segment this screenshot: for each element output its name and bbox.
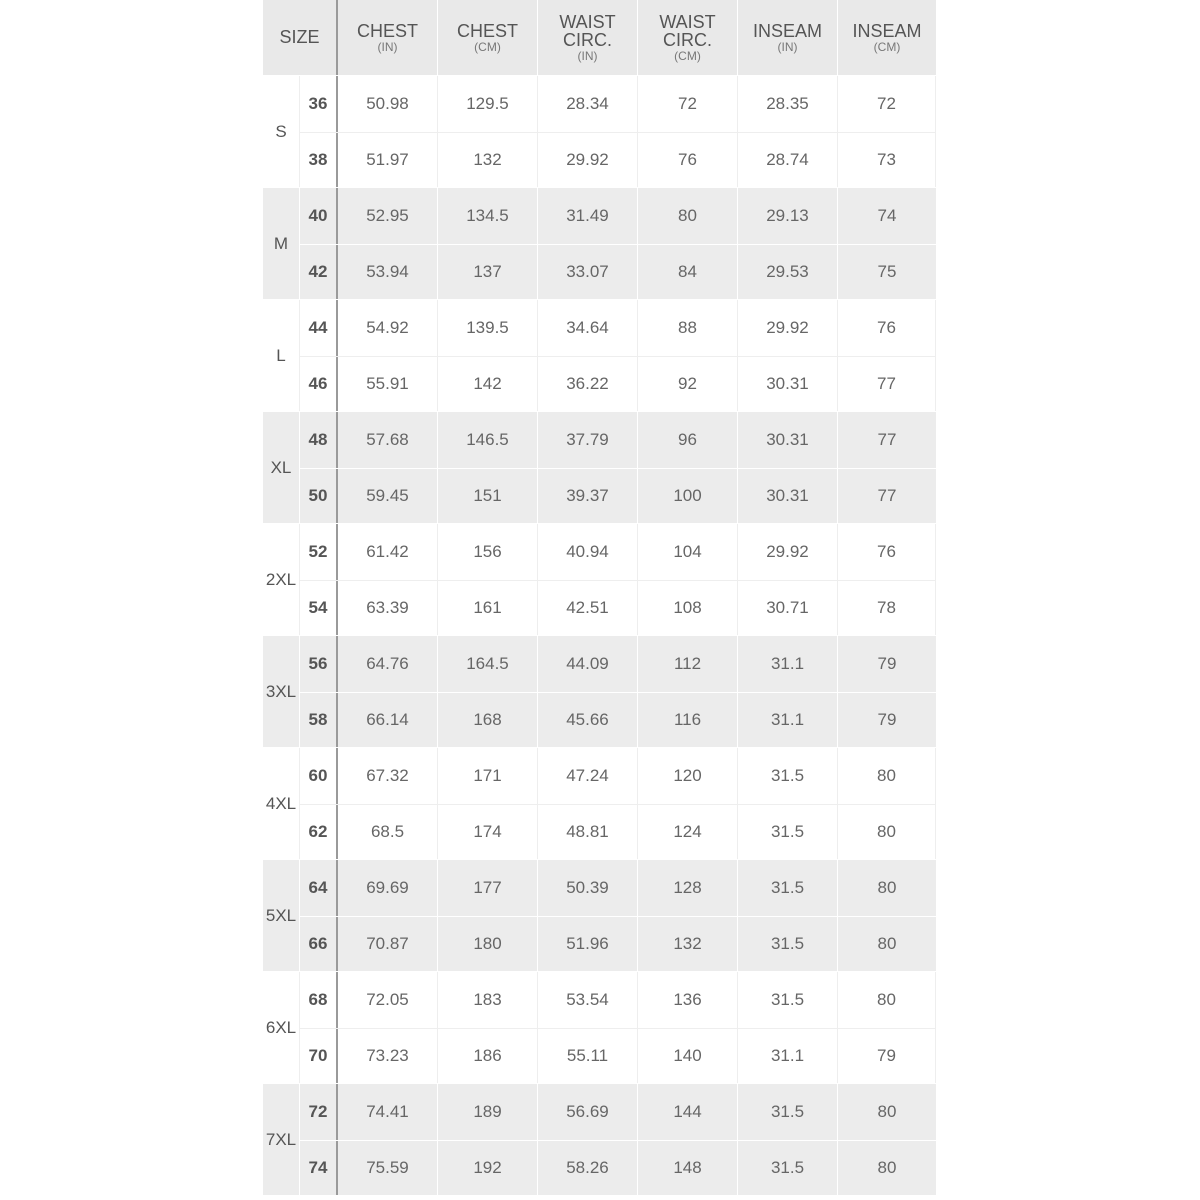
table-cell: 56.69 (538, 1084, 638, 1140)
table-cell: 29.13 (738, 188, 838, 244)
table-row (300, 1028, 936, 1084)
header-title: INSEAM (852, 20, 922, 41)
table-body (263, 76, 936, 1196)
table-row (300, 356, 936, 412)
size-number: 40 (300, 188, 338, 244)
table-row (300, 300, 936, 356)
table-cell: 132 (638, 917, 738, 972)
table-cell: 50.39 (538, 860, 638, 916)
table-cell: 80 (838, 972, 936, 1028)
table-cell: 31.5 (738, 748, 838, 804)
table-cell: 92 (638, 357, 738, 412)
table-cell: 29.92 (738, 300, 838, 356)
table-cell: 76 (838, 524, 936, 580)
table-row (300, 916, 936, 972)
header-unit: (IN) (777, 39, 798, 54)
table-cell: 140 (638, 1029, 738, 1084)
table-cell: 31.5 (738, 805, 838, 860)
table-cell: 29.92 (738, 524, 838, 580)
table-cell: 29.92 (538, 133, 638, 188)
table-cell: 164.5 (438, 636, 538, 692)
table-cell: 171 (438, 748, 538, 804)
table-row (300, 244, 936, 300)
size-group (263, 972, 936, 1084)
size-group-rows (300, 1084, 936, 1195)
table-cell: 30.71 (738, 581, 838, 636)
size-number: 74 (300, 1141, 338, 1196)
size-number: 38 (300, 133, 338, 188)
table-cell: 124 (638, 805, 738, 860)
size-group (263, 748, 936, 860)
table-row (300, 524, 936, 580)
size-group-label: 6XL (263, 972, 300, 1083)
size-group-label: 5XL (263, 860, 300, 971)
table-cell: 28.34 (538, 76, 638, 132)
size-group (263, 300, 936, 412)
table-cell: 31.1 (738, 636, 838, 692)
table-cell: 76 (838, 300, 936, 356)
size-chart-table (263, 0, 936, 1196)
table-cell: 77 (838, 357, 936, 412)
table-cell: 132 (438, 133, 538, 188)
table-row (300, 76, 936, 132)
table-cell: 77 (877, 429, 897, 449)
size-group-rows (300, 188, 936, 299)
header-title: INSEAM (752, 20, 822, 41)
header-unit: (IN) (377, 39, 398, 54)
table-cell: 108 (638, 581, 738, 636)
table-cell: 57.68 (338, 412, 438, 468)
header-title: WAIST (659, 11, 716, 32)
table-cell: 31.5 (738, 860, 838, 916)
table-cell: 64.76 (338, 636, 438, 692)
size-group-rows (300, 300, 936, 411)
header-unit: (IN) (577, 48, 598, 63)
table-row (300, 692, 936, 748)
table-cell: 72 (838, 76, 936, 132)
size-number: 48 (300, 412, 338, 468)
size-number: 68 (300, 972, 338, 1028)
header-chest-in (338, 0, 438, 75)
table-cell: 28.35 (738, 76, 838, 132)
table-row (300, 132, 936, 188)
table-cell: 33.07 (538, 245, 638, 300)
table-cell: 80 (838, 805, 936, 860)
table-cell: 55.11 (538, 1029, 638, 1084)
table-cell: 51.97 (338, 133, 438, 188)
table-row (300, 636, 936, 692)
table-cell: 30.31 (738, 412, 838, 468)
table-cell: 75.59 (338, 1141, 438, 1196)
table-cell: 59.45 (338, 469, 438, 524)
size-number: 62 (300, 805, 338, 860)
table-cell: 29.53 (738, 245, 838, 300)
size-number: 42 (300, 245, 338, 300)
header-unit: (CM) (474, 39, 501, 54)
table-row (300, 748, 936, 804)
size-group (263, 188, 936, 300)
header-title-line2: CIRC. (563, 29, 612, 50)
size-number: 58 (300, 693, 338, 748)
size-group-label: 4XL (263, 748, 300, 859)
table-cell: 156 (438, 524, 538, 580)
table-cell: 55.91 (338, 357, 438, 412)
table-cell: 80 (877, 933, 897, 953)
table-cell: 70.87 (338, 917, 438, 972)
size-number: 64 (300, 860, 338, 916)
header-inseam-cm (838, 0, 936, 75)
size-group (263, 636, 936, 748)
table-cell: 28.74 (738, 133, 838, 188)
table-row (300, 468, 936, 524)
table-row (300, 972, 936, 1028)
table-cell: 68.5 (338, 805, 438, 860)
table-cell: 34.64 (538, 300, 638, 356)
table-cell: 100 (638, 469, 738, 524)
table-cell: 192 (438, 1141, 538, 1196)
header-title: CHEST (456, 20, 518, 41)
table-row (300, 804, 936, 860)
table-cell: 183 (438, 972, 538, 1028)
size-number: 54 (300, 581, 338, 636)
table-row (300, 580, 936, 636)
size-number: 72 (300, 1084, 338, 1140)
size-group-rows (300, 860, 936, 971)
table-cell: 31.49 (538, 188, 638, 244)
table-cell: 168 (438, 693, 538, 748)
table-row (300, 1084, 936, 1140)
table-cell: 144 (638, 1084, 738, 1140)
table-cell: 42.51 (538, 581, 638, 636)
table-cell: 139.5 (438, 300, 538, 356)
table-cell: 74 (877, 205, 897, 225)
table-cell: 134.5 (438, 188, 538, 244)
size-number: 46 (300, 357, 338, 412)
table-cell: 31.5 (738, 1084, 838, 1140)
table-cell: 88 (638, 300, 738, 356)
header-unit: (CM) (674, 48, 701, 63)
table-header-row (263, 0, 936, 76)
table-cell: 61.42 (338, 524, 438, 580)
table-cell: 180 (438, 917, 538, 972)
table-cell: 151 (438, 469, 538, 524)
table-cell: 58.26 (538, 1141, 638, 1196)
table-cell: 45.66 (538, 693, 638, 748)
table-cell: 186 (438, 1029, 538, 1084)
header-title: CHEST (356, 20, 418, 41)
table-cell: 72.05 (338, 972, 438, 1028)
table-cell: 37.79 (538, 412, 638, 468)
table-cell: 79 (838, 1029, 936, 1084)
table-cell: 53.54 (538, 972, 638, 1028)
table-cell: 78 (838, 581, 936, 636)
table-cell: 36.22 (538, 357, 638, 412)
size-group (263, 76, 936, 188)
size-group-label: L (263, 300, 300, 411)
size-group (263, 524, 936, 636)
size-group-rows (300, 636, 936, 747)
size-group-rows (300, 748, 936, 859)
table-cell: 104 (638, 524, 738, 580)
header-waist-cm (638, 0, 738, 75)
header-title: WAIST (559, 11, 616, 32)
table-cell: 128 (638, 860, 738, 916)
table-cell: 51.96 (538, 917, 638, 972)
size-number: 60 (300, 748, 338, 804)
size-number: 56 (300, 636, 338, 692)
table-cell: 67.32 (338, 748, 438, 804)
size-group-label: XL (263, 412, 300, 523)
table-cell: 77 (877, 485, 897, 505)
table-cell: 148 (638, 1141, 738, 1196)
table-cell: 31.5 (738, 917, 838, 972)
table-cell: 72 (638, 76, 738, 132)
size-group (263, 1084, 936, 1196)
size-number: 52 (300, 524, 338, 580)
table-cell: 80 (877, 1157, 897, 1177)
table-cell: 96 (638, 412, 738, 468)
table-row (300, 860, 936, 916)
size-group-rows (300, 412, 936, 523)
table-cell: 75 (877, 261, 897, 281)
size-group-label: 2XL (263, 524, 300, 635)
table-cell: 73 (838, 133, 936, 188)
size-group (263, 412, 936, 524)
size-group-label: S (263, 76, 300, 187)
table-cell: 129.5 (438, 76, 538, 132)
size-group-rows (300, 524, 936, 635)
header-unit: (CM) (873, 39, 901, 54)
table-cell: 116 (638, 693, 738, 748)
table-cell: 31.1 (738, 693, 838, 748)
table-cell: 137 (438, 245, 538, 300)
table-cell: 63.39 (338, 581, 438, 636)
size-group-label: 7XL (263, 1084, 300, 1195)
table-cell: 136 (638, 972, 738, 1028)
table-cell: 73.23 (338, 1029, 438, 1084)
size-group-rows (300, 76, 936, 187)
table-cell: 54.92 (338, 300, 438, 356)
table-cell: 79 (877, 653, 897, 673)
size-group (263, 860, 936, 972)
table-cell: 53.94 (338, 245, 438, 300)
table-cell: 47.24 (538, 748, 638, 804)
size-number: 44 (300, 300, 338, 356)
table-cell: 80 (838, 748, 936, 804)
header-waist-in (538, 0, 638, 75)
size-number: 36 (300, 76, 338, 132)
table-cell: 30.31 (738, 469, 838, 524)
table-cell: 80 (877, 1101, 897, 1121)
size-number: 70 (300, 1029, 338, 1084)
table-cell: 189 (438, 1084, 538, 1140)
table-cell: 74.41 (338, 1084, 438, 1140)
table-cell: 52.95 (338, 188, 438, 244)
table-cell: 80 (877, 877, 897, 897)
table-cell: 40.94 (538, 524, 638, 580)
table-cell: 161 (438, 581, 538, 636)
table-cell: 69.69 (338, 860, 438, 916)
table-cell: 79 (877, 709, 897, 729)
table-cell: 76 (638, 133, 738, 188)
table-cell: 48.81 (538, 805, 638, 860)
header-chest-cm (438, 0, 538, 75)
table-cell: 66.14 (338, 693, 438, 748)
table-row (300, 1140, 936, 1196)
table-cell: 177 (438, 860, 538, 916)
table-cell: 30.31 (738, 357, 838, 412)
table-cell: 44.09 (538, 636, 638, 692)
table-cell: 142 (438, 357, 538, 412)
table-cell: 39.37 (538, 469, 638, 524)
table-cell: 84 (638, 245, 738, 300)
size-group-label: M (263, 188, 300, 299)
table-cell: 31.5 (738, 972, 838, 1028)
table-cell: 174 (438, 805, 538, 860)
size-number: 66 (300, 917, 338, 972)
table-cell: 120 (638, 748, 738, 804)
table-row (300, 412, 936, 468)
table-cell: 31.1 (738, 1029, 838, 1084)
size-number: 50 (300, 469, 338, 524)
table-cell: 50.98 (338, 76, 438, 132)
table-row (300, 188, 936, 244)
size-group-rows (300, 972, 936, 1083)
table-cell: 80 (638, 188, 738, 244)
table-cell: 31.5 (738, 1141, 838, 1196)
header-size: SIZE (263, 0, 338, 75)
header-title-line2: CIRC. (663, 29, 712, 50)
table-cell: 112 (638, 636, 738, 692)
size-group-label: 3XL (263, 636, 300, 747)
header-inseam-in (738, 0, 838, 75)
table-cell: 146.5 (438, 412, 538, 468)
